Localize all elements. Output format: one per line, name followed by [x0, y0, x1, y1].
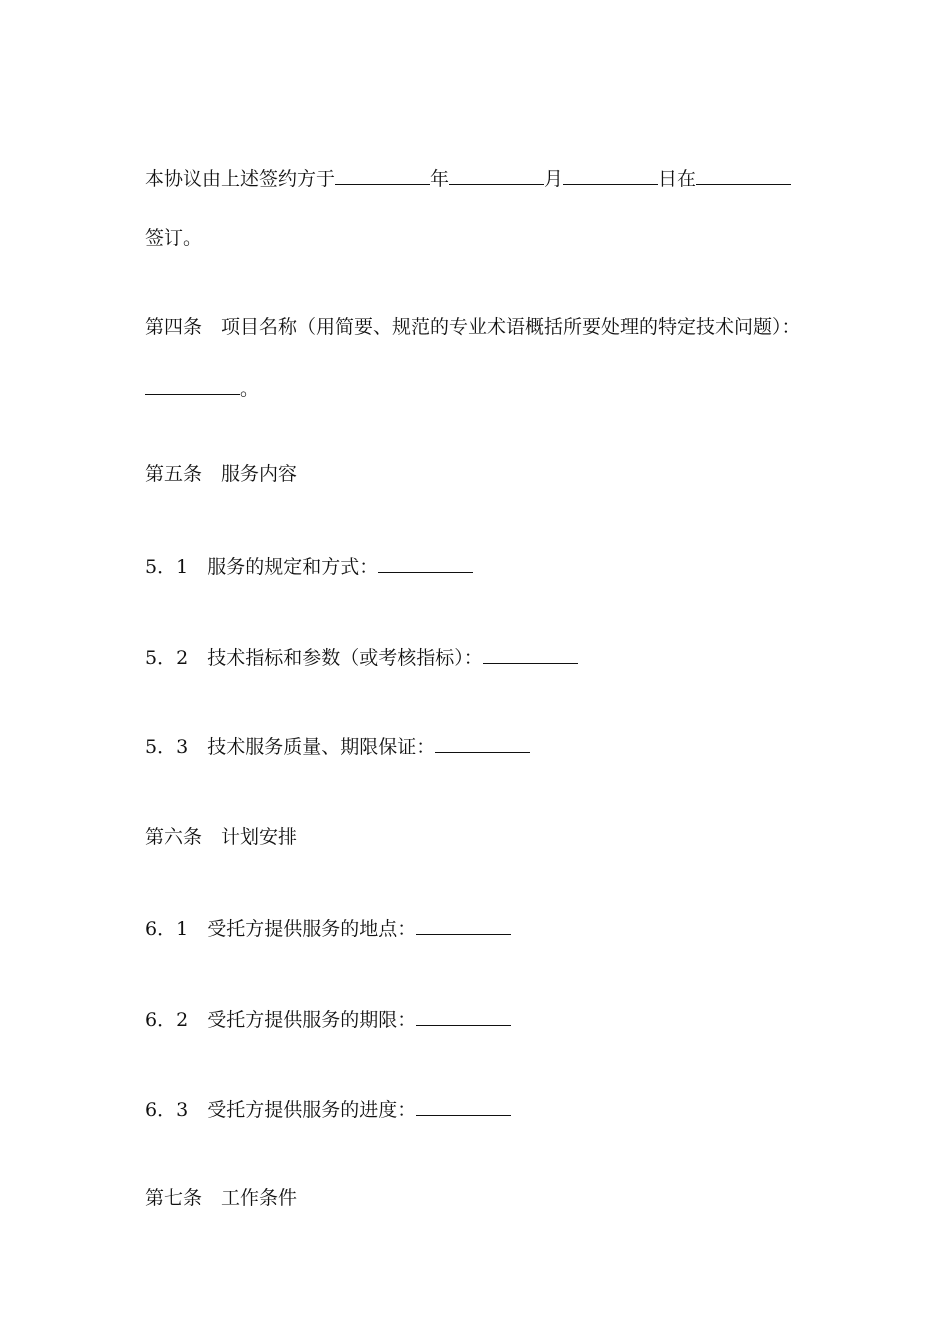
article6-title: 计划安排: [221, 826, 298, 848]
project-name-end-mark: 。: [240, 378, 260, 400]
clause-5-2: [145, 645, 578, 670]
article5-heading-line: [145, 462, 297, 486]
clause-number: 5．3: [145, 736, 189, 758]
clause-6-1: [145, 916, 511, 941]
clause-blank: [416, 916, 511, 935]
signing-date-line: [145, 166, 791, 191]
article4-heading: 第四条: [145, 316, 203, 338]
clause-text: 受托方提供服务的地点：: [207, 918, 417, 940]
article6-heading: 第六条: [145, 826, 203, 848]
project-name-blank: [145, 376, 240, 395]
clause-6-3: [145, 1097, 511, 1122]
place-blank: [696, 166, 791, 185]
clause-number: 6．1: [145, 918, 189, 940]
clause-number: 5．2: [145, 647, 189, 669]
clause-5-3: [145, 734, 530, 759]
signed-text: 签订。: [145, 227, 203, 249]
article7-heading: 第七条: [145, 1187, 203, 1209]
project-name-line: [145, 376, 259, 401]
clause-text: 受托方提供服务的进度：: [207, 1099, 417, 1121]
clause-text: 技术指标和参数（或考核指标）：: [207, 647, 483, 669]
clause-blank: [416, 1097, 511, 1116]
clause-text: 受托方提供服务的期限：: [207, 1009, 417, 1031]
article5-heading: 第五条: [145, 463, 203, 485]
clause-blank: [483, 645, 578, 664]
article4-title: 项目名称（用简要、规范的专业术语概括所要处理的特定技术问题）：: [221, 316, 801, 338]
clause-number: 6．3: [145, 1099, 189, 1121]
clause-blank: [378, 554, 473, 573]
article6-heading-line: [145, 825, 297, 849]
year-blank: [335, 166, 430, 185]
clause-number: 6．2: [145, 1009, 189, 1031]
article4-heading-line: [145, 315, 801, 339]
day-blank: [563, 166, 658, 185]
article7-title: 工作条件: [221, 1187, 298, 1209]
signing-intro-text: 本协议由上述签约方于: [145, 168, 336, 190]
article7-heading-line: [145, 1186, 297, 1210]
clause-blank: [416, 1007, 511, 1026]
day-at-label: 日在: [658, 168, 697, 190]
month-blank: [449, 166, 544, 185]
clause-text: 服务的规定和方式：: [207, 556, 379, 578]
article5-title: 服务内容: [221, 463, 298, 485]
clause-text: 技术服务质量、期限保证：: [207, 736, 436, 758]
month-label: 月: [544, 168, 564, 190]
clause-blank: [435, 734, 530, 753]
clause-number: 5．1: [145, 556, 189, 578]
year-label: 年: [430, 168, 450, 190]
clause-6-2: [145, 1007, 511, 1032]
signed-line: [145, 226, 202, 250]
clause-5-1: [145, 554, 473, 579]
